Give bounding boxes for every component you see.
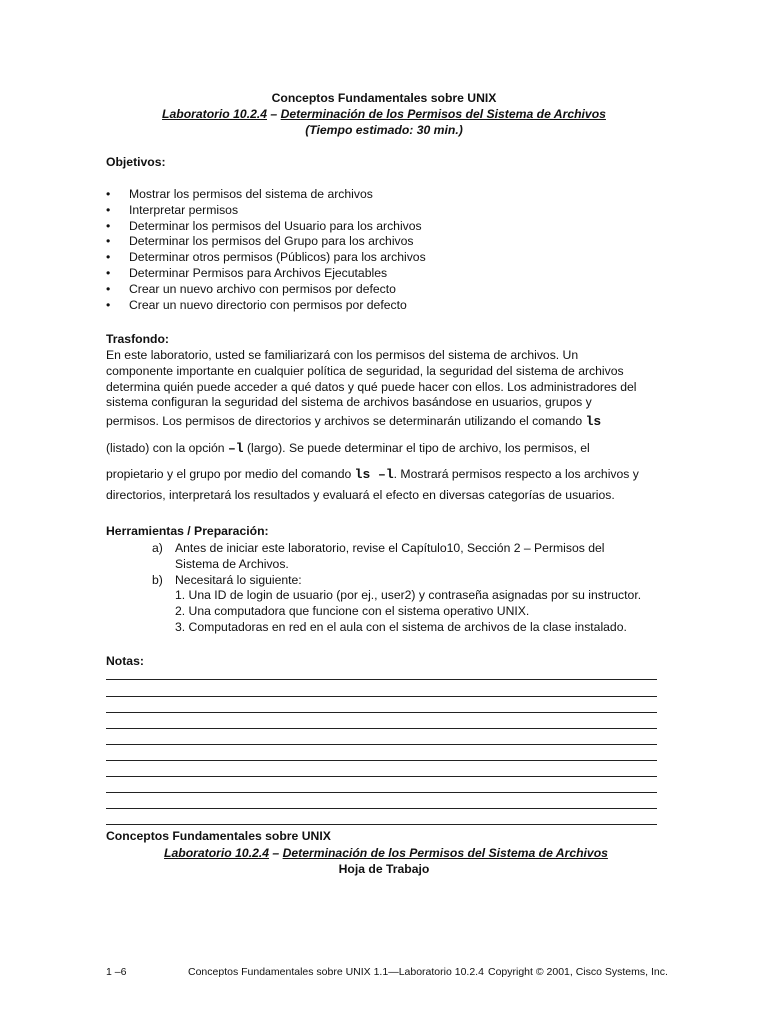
notes-line[interactable] <box>106 679 657 680</box>
list-item: • Crear un nuevo directorio con permisos por defecto <box>106 297 407 312</box>
list-item: • Mostrar los permisos del sistema de archivos <box>106 187 373 201</box>
background-paragraph: En este laboratorio, usted se familiarizará con los permisos del sistema de archivos. Un componente importante en cualquier política de seguridad, la seguridad del sistema de archivos determina quién puede acceder a qué datos y qué puede hacer con ellos. Los administradores del sistema configuran la seguridad del sistema de archivos basándose en usuarios, grupos y permisos. Los permisos de directorios y archivos se determinarán utilizando el comando ls (listado) con la opción –l (largo). Se puede determinar el tipo de archivo, los permisos, el propietario y el grupo por medio del comando ls –l. Mostrará permisos respecto a los archivos y directorios, interpretará los resultados y evaluará el efecto en diversas categorías de usuarios. <box>106 348 639 503</box>
notes-heading: Notas: <box>106 654 144 668</box>
command-ls: ls <box>585 414 602 430</box>
bullet-icon: • <box>106 187 111 201</box>
lab-number: Laboratorio 10.2.4 <box>162 107 268 121</box>
notes-line[interactable] <box>106 744 657 745</box>
lab-title: Determinación de los Permisos del Sistema de Archivos <box>280 107 606 121</box>
bullet-icon: • <box>106 297 111 312</box>
command-ls-l: ls –l <box>354 467 394 483</box>
worksheet-subtitle: Hoja de Trabajo <box>338 862 430 876</box>
tools-heading: Herramientas / Preparación: <box>106 524 269 538</box>
notes-line[interactable] <box>106 696 657 697</box>
notes-line[interactable] <box>106 824 657 825</box>
bullet-icon: • <box>106 265 111 280</box>
list-item: • Determinar Permisos para Archivos Ejecutables <box>106 265 388 280</box>
list-item: • Determinar los permisos del Usuario para los archivos <box>106 218 422 233</box>
tools-list: a) Antes de iniciar este laboratorio, revise el Capítulo10, Sección 2 – Permisos del Sistema de Archivos. b) Necesitará lo siguiente: 1. Una ID de login de usuario (por ej., user2) y contraseña asignadas por su instructor. 2. Una computadora que funcione con el sistema operativo UNIX. 3. Computadoras en red en el aula con el sistema de archivos de la clase instalado. <box>106 541 666 636</box>
list-item: 1. Una ID de login de usuario (por ej., user2) y contraseña asignadas por su instructor. <box>175 588 642 603</box>
list-item: b) Necesitará lo siguiente: <box>152 572 302 587</box>
list-item: • Determinar otros permisos (Públicos) para los archivos <box>106 250 426 265</box>
bullet-icon: • <box>106 281 111 296</box>
objectives-heading: Objetivos: <box>106 155 166 169</box>
footer-course-ref: Conceptos Fundamentales sobre UNIX 1.1—Laboratorio 10.2.4 <box>188 966 484 978</box>
list-item: 3. Computadoras en red en el aula con el sistema de archivos de la clase instalado. <box>175 619 627 634</box>
list-item: 2. Una computadora que funcione con el sistema operativo UNIX. <box>175 604 530 619</box>
lab-title-line <box>106 107 662 123</box>
bullet-icon: • <box>106 218 111 233</box>
footer-copyright: Copyright © 2001, Cisco Systems, Inc. <box>488 966 668 978</box>
estimated-time: (Tiempo estimado: 30 min.) <box>305 123 463 137</box>
notes-line[interactable] <box>106 808 657 809</box>
background-heading: Trasfondo: <box>106 332 169 346</box>
worksheet-lab-number: Laboratorio 10.2.4 <box>164 846 270 860</box>
notes-line[interactable] <box>106 712 657 713</box>
course-title: Conceptos Fundamentales sobre UNIX <box>271 91 497 105</box>
worksheet-lab-title: Determinación de los Permisos del Sistema de Archivos <box>282 846 608 860</box>
lab-dash: – <box>267 107 281 121</box>
bullet-icon: • <box>106 234 111 249</box>
notes-line[interactable] <box>106 792 657 793</box>
notes-line[interactable] <box>106 776 657 777</box>
list-item: a) Antes de iniciar este laboratorio, revise el Capítulo10, Sección 2 – Permisos del <box>152 541 605 555</box>
notes-line[interactable] <box>106 728 657 729</box>
worksheet-course-title: Conceptos Fundamentales sobre UNIX <box>106 829 331 843</box>
objectives-list <box>106 187 666 313</box>
bullet-icon: • <box>106 250 111 265</box>
list-item: • Determinar los permisos del Grupo para los archivos <box>106 234 414 249</box>
list-item: • Crear un nuevo archivo con permisos por defecto <box>106 281 396 296</box>
list-item: • Interpretar permisos <box>106 202 239 217</box>
notes-line[interactable] <box>106 760 657 761</box>
bullet-icon: • <box>106 202 111 217</box>
worksheet-lab-title-line: Laboratorio 10.2.4 – Determinación de los Permisos del Sistema de Archivos <box>164 846 608 860</box>
footer-page-number: 1 –6 <box>106 966 127 978</box>
option-l: –l <box>227 441 244 457</box>
